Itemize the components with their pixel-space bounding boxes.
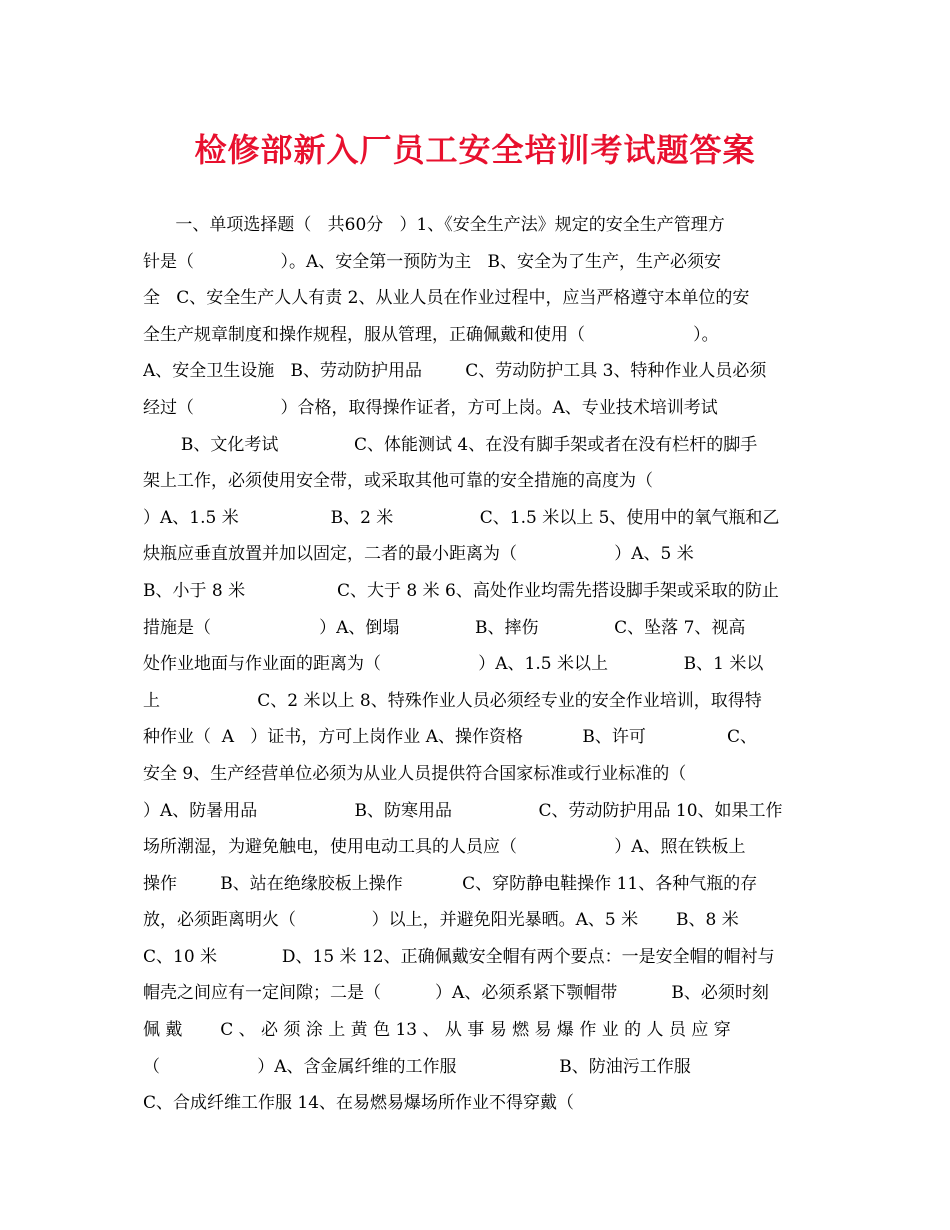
body-line: 放，必须距离明火（ ）以上，并避免阳光暴晒。A、5 米 B、8 米 [143, 910, 739, 931]
body-line: 炔瓶应垂直放置并加以固定，二者的最小距离为（ ）A、5 米 [143, 544, 694, 565]
body-line: 经过（ ）合格，取得操作证者，方可上岗。A、专业技术培训考试 [143, 397, 718, 418]
body-line: 针是（ ）。A、安全第一预防为主 B、安全为了生产，生产必须安 [143, 251, 721, 272]
body-line: 处作业地面与作业面的距离为（ ）A、1.5 米以上 B、1 米以 [143, 654, 764, 675]
body-line: 种作业（ A ）证书，方可上岗作业 A、操作资格 B、许可 C、 [143, 727, 757, 748]
body-line: A、安全卫生设施 B、劳动防护用品 C、劳动防护工具 3、特种作业人员必须 [143, 361, 767, 382]
body-line: ）A、1.5 米 B、2 米 C、1.5 米以上 5、使用中的氧气瓶和乙 [143, 507, 780, 528]
body-line: 帽壳之间应有一定间隙；二是（ ）A、必须系紧下颚帽带 B、必须时刻 [143, 983, 769, 1004]
body-line: C、合成纤维工作服 14、在易燃易爆场所作业不得穿戴（ [143, 1093, 575, 1114]
body-line: ）A、防暑用品 B、防寒用品 C、劳动防护用品 10、如果工作 [143, 800, 783, 821]
body-line: C、10 米 D、15 米 12、正确佩戴安全帽有两个要点：一是安全帽的帽衬与 [143, 946, 775, 967]
body-line: 场所潮湿，为避免触电，使用电动工具的人员应（ ）A、照在铁板上 [143, 837, 746, 858]
body-line: 架上工作，必须使用安全带，或采取其他可靠的安全措施的高度为（ [143, 471, 653, 492]
document-title: 检修部新入厂员工安全培训考试题答案 [194, 131, 756, 169]
body-line: 一、单项选择题（ 共60分 ）1、《安全生产法》规定的安全生产管理方 [143, 215, 725, 235]
body-line: 全 C、安全生产人人有责 2、从业人员在作业过程中，应当严格遵守本单位的安 [143, 288, 750, 309]
body-line: （ ）A、含金属纤维的工作服 B、防油污工作服 [143, 1056, 691, 1077]
body-line: 措施是（ ）A、倒塌 B、摔伤 C、坠落 7、视高 [143, 617, 746, 638]
body-line: 佩 戴 C 、 必 须 涂 上 黄 色 13 、 从 事 易 燃 易 爆 作 业 的 人 员 应 穿 [143, 1020, 731, 1041]
document-body [143, 207, 811, 1122]
body-line: 操作 B、站在绝缘胶板上操作 C、穿防静电鞋操作 11、各种气瓶的存 [143, 873, 758, 894]
body-line: 上 C、2 米以上 8、特殊作业人员必须经专业的安全作业培训，取得特 [143, 690, 762, 711]
body-line: B、小于 8 米 C、大于 8 米 6、高处作业均需先搭设脚手架或采取的防止 [143, 580, 779, 601]
body-line: 安全 9、生产经营单位必须为从业人员提供符合国家标准或行业标准的（ [143, 763, 687, 784]
body-line: B、文化考试 C、体能测试 4、在没有脚手架或者在没有栏杆的脚手 [143, 434, 758, 455]
body-line: 全生产规章制度和操作规程，服从管理，正确佩戴和使用（ ）。 [143, 324, 719, 345]
